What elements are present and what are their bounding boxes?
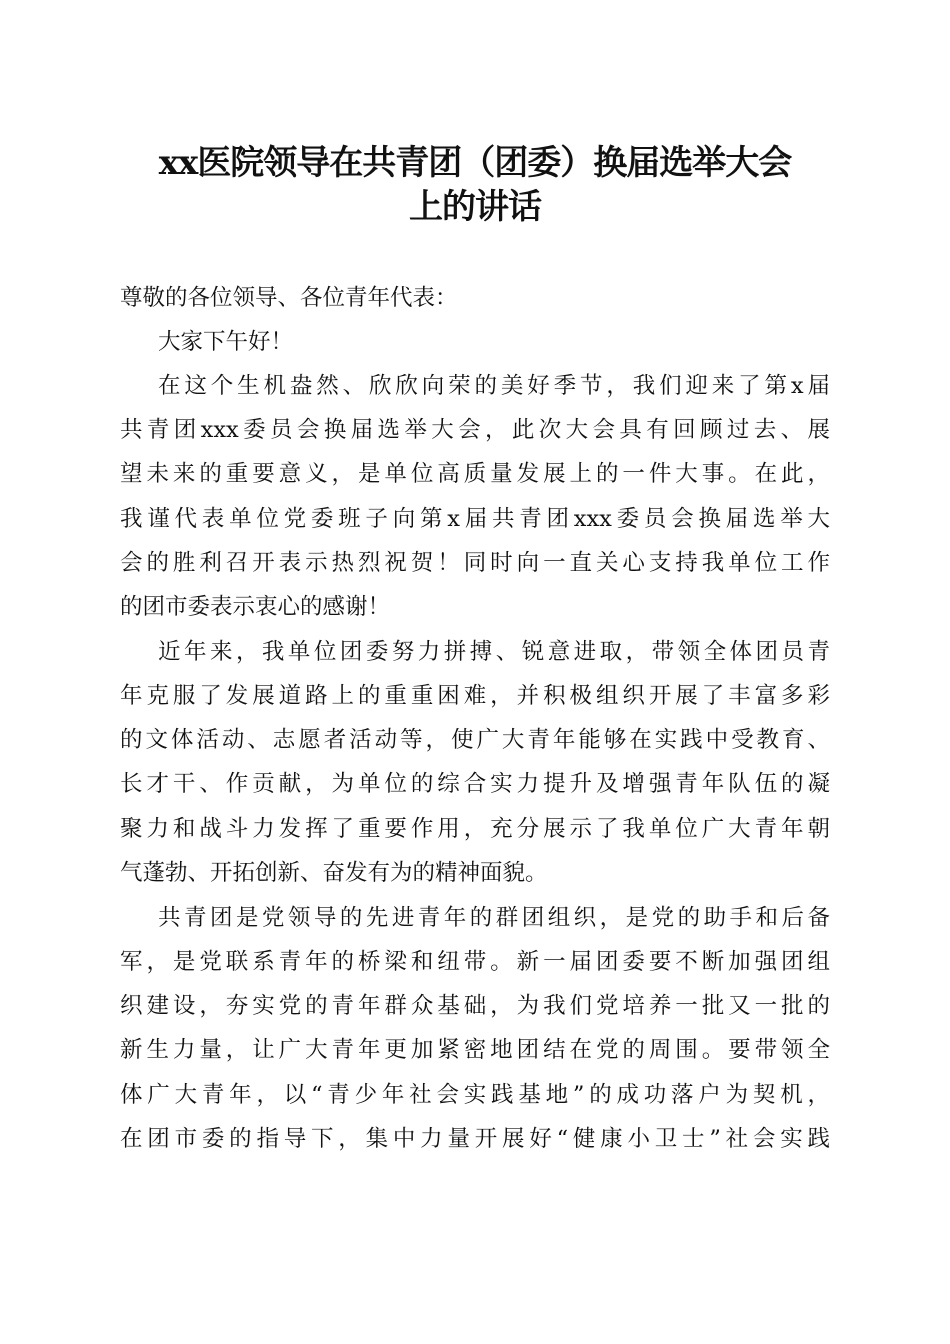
body-line: 织建设，夯实党的青年群众基础，为我们党培养一批又一批的 (120, 993, 830, 1019)
body-line: 共青团是党领导的先进青年的群团组织，是党的助手和后备 (158, 905, 830, 931)
body-line: 望未来的重要意义，是单位高质量发展上的一件大事。在此， (120, 461, 830, 487)
body-line: 近年来，我单位团委努力拼搏、锐意进取，带领全体团员青 (158, 639, 830, 665)
body-line: 气蓬勃、开拓创新、奋发有为的精神面貌。 (120, 860, 548, 886)
body-line: 年克服了发展道路上的重重困难，并积极组织开展了丰富多彩 (120, 683, 830, 709)
body-line: 在团市委的指导下，集中力量开展好“健康小卫士”社会实践 (120, 1126, 830, 1152)
body-line: 在这个生机盎然、欣欣向荣的美好季节，我们迎来了第x届 (158, 373, 830, 399)
body-line: 的团市委表示衷心的感谢！ (120, 594, 391, 620)
body-line: 的文体活动、志愿者活动等，使广大青年能够在实践中受教育、 (120, 727, 830, 753)
body-line: 军，是党联系青年的桥梁和纽带。新一届团委要不断加强团组 (120, 949, 830, 975)
body-line: 聚力和战斗力发挥了重要作用，充分展示了我单位广大青年朝 (120, 816, 830, 842)
body-line: 长才干、作贡献，为单位的综合实力提升及增强青年队伍的凝 (120, 771, 830, 797)
document-title-line-2: 上的讲话 (409, 187, 541, 227)
salutation: 尊敬的各位领导、各位青年代表： (120, 285, 458, 311)
greeting: 大家下午好！ (158, 329, 294, 355)
body-line: 共青团xxx委员会换届选举大会，此次大会具有回顾过去、展 (120, 417, 830, 443)
body-line: 我谨代表单位党委班子向第x届共青团xxx委员会换届选举大 (120, 506, 830, 532)
document-title-line-1: xx医院领导在共青团（团委）换届选举大会 (158, 143, 792, 183)
body-line: 体广大青年，以“青少年社会实践基地”的成功落户为契机， (120, 1082, 830, 1108)
body-line: 会的胜利召开表示热烈祝贺！同时向一直关心支持我单位工作 (120, 550, 830, 576)
body-line: 新生力量，让广大青年更加紧密地团结在党的周围。要带领全 (120, 1037, 830, 1063)
